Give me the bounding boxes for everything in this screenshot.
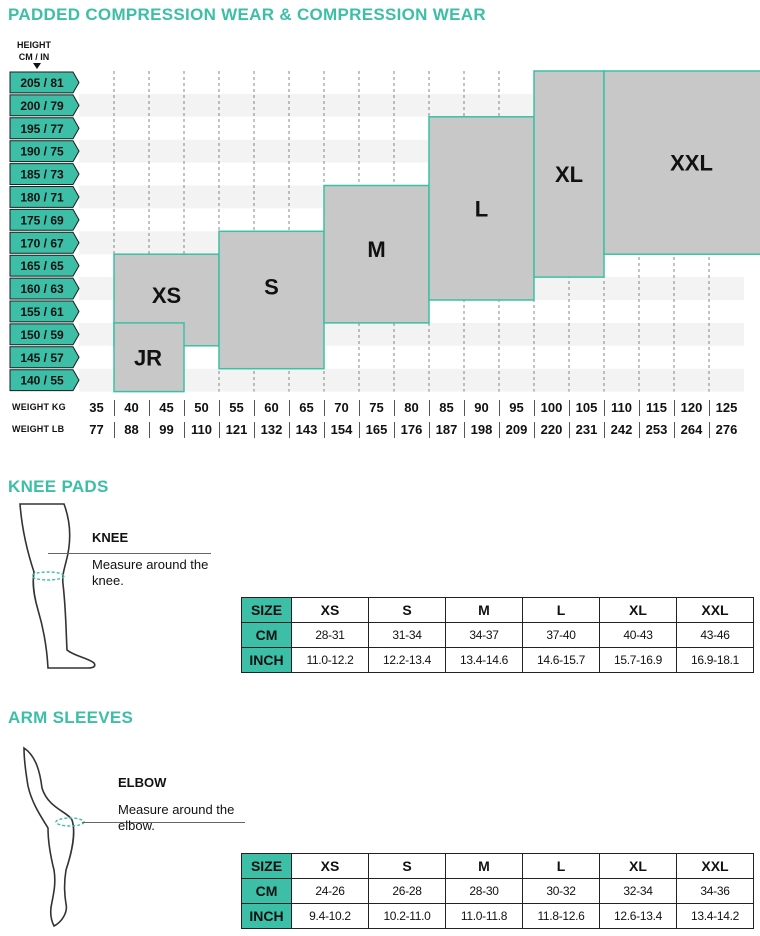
knee-cell: 12.2-13.4 xyxy=(369,648,446,673)
arm-size-col-xxl: XXL xyxy=(677,854,754,879)
knee-cell: 28-31 xyxy=(292,623,369,648)
size-label-s: S xyxy=(264,274,279,300)
knee-cell: 16.9-18.1 xyxy=(677,648,754,673)
weight-separator xyxy=(604,400,605,416)
size-label-xs: XS xyxy=(151,283,182,308)
table-row xyxy=(242,879,754,904)
weight-separator xyxy=(709,422,710,438)
weight-separator xyxy=(569,400,570,416)
weight-lb-value: 231 xyxy=(575,422,598,437)
weight-separator xyxy=(534,422,535,438)
size-label-m: M xyxy=(367,237,386,263)
weight-separator xyxy=(149,422,150,438)
knee-cell: 14.6-15.7 xyxy=(523,648,600,673)
weight-separator xyxy=(604,422,605,438)
weight-kg-value: 65 xyxy=(299,400,314,415)
weight-separator xyxy=(639,422,640,438)
weight-separator xyxy=(359,400,360,416)
knee-measure-label xyxy=(92,530,128,545)
weight-lb-value: 253 xyxy=(645,422,668,437)
weight-lb-value: 132 xyxy=(260,422,283,437)
weight-separator xyxy=(289,400,290,416)
knee-size-header: SIZE xyxy=(242,598,292,623)
knee-cell: 31-34 xyxy=(369,623,446,648)
knee-size-col-l: L xyxy=(523,598,600,623)
height-label: 165 / 65 xyxy=(20,259,64,274)
arm-cell: 10.2-11.0 xyxy=(369,904,446,929)
elbow-measure-label xyxy=(118,775,166,790)
arm-size-col-xs: XS xyxy=(292,854,369,879)
weight-separator xyxy=(254,400,255,416)
elbow-label-title: ELBOW xyxy=(118,775,167,790)
weight-separator xyxy=(324,422,325,438)
weight-separator xyxy=(709,400,710,416)
size-label-l: L xyxy=(474,196,489,222)
arm-cell: 9.4-10.2 xyxy=(292,904,369,929)
weight-kg-value: 60 xyxy=(264,400,279,415)
elbow-label-desc: Measure around the elbow. xyxy=(118,802,235,833)
arm-outline-icon xyxy=(20,742,100,932)
knee-cell: 13.4-14.6 xyxy=(446,648,523,673)
weight-lb-value: 99 xyxy=(159,422,174,437)
arm-size-header: SIZE xyxy=(242,854,292,879)
arm-cell: 11.0-11.8 xyxy=(446,904,523,929)
height-label: 155 / 61 xyxy=(20,304,64,319)
weight-separator xyxy=(499,422,500,438)
arm-cell: 34-36 xyxy=(677,879,754,904)
knee-label-desc: Measure around the knee. xyxy=(92,557,209,588)
weight-separator xyxy=(464,400,465,416)
weight-kg-value: 55 xyxy=(229,400,244,415)
weight-separator xyxy=(464,422,465,438)
knee-cell: 34-37 xyxy=(446,623,523,648)
knee-size-col-s: S xyxy=(369,598,446,623)
knee-size-col-m: M xyxy=(446,598,523,623)
weight-kg-value: 115 xyxy=(646,400,667,415)
weight-lb-value: 77 xyxy=(89,422,104,437)
weight-separator xyxy=(429,422,430,438)
knee-row-label: CM xyxy=(242,623,292,648)
weight-separator xyxy=(534,400,535,416)
knee-cell: 40-43 xyxy=(600,623,677,648)
height-label: 205 / 81 xyxy=(20,75,64,90)
weight-separator xyxy=(324,400,325,416)
weight-kg-value: 100 xyxy=(540,400,563,415)
weight-lb-value: 121 xyxy=(225,422,248,437)
size-label-jr: JR xyxy=(133,345,163,371)
weight-kg-value: 85 xyxy=(439,400,454,415)
weight-separator xyxy=(254,422,255,438)
weight-separator xyxy=(184,400,185,416)
weight-separator xyxy=(149,400,150,416)
weight-kg-value: 40 xyxy=(124,400,139,415)
weight-separator xyxy=(114,400,115,416)
weight-kg-value: 110 xyxy=(611,400,632,415)
weight-separator xyxy=(219,400,220,416)
height-label: 190 / 75 xyxy=(20,144,64,159)
height-label: 160 / 63 xyxy=(20,282,64,297)
size-box-s xyxy=(219,231,324,368)
weight-lb-value: 220 xyxy=(540,422,563,437)
weight-lb-row xyxy=(0,420,760,440)
weight-kg-value: 70 xyxy=(334,400,349,415)
size-label-xxl: XXL xyxy=(670,150,713,176)
height-axis-header-line1: HEIGHT xyxy=(16,40,51,50)
knee-size-col-xxl: XXL xyxy=(677,598,754,623)
knee-cell: 43-46 xyxy=(677,623,754,648)
weight-lb-value: 143 xyxy=(295,422,318,437)
height-label: 140 / 55 xyxy=(20,373,64,388)
weight-separator xyxy=(674,400,675,416)
table-row xyxy=(242,904,754,929)
table-row xyxy=(242,648,754,673)
weight-separator xyxy=(114,422,115,438)
weight-lb-value: 187 xyxy=(435,422,458,437)
arm-size-col-s: S xyxy=(369,854,446,879)
height-label: 145 / 57 xyxy=(20,350,64,365)
knee-label-title: KNEE xyxy=(92,530,129,545)
weight-separator xyxy=(674,422,675,438)
weight-separator xyxy=(394,422,395,438)
knee-size-col-xl: XL xyxy=(600,598,677,623)
arm-row-label: CM xyxy=(242,879,292,904)
arm-size-col-xl: XL xyxy=(600,854,677,879)
weight-lb-value: 110 xyxy=(191,422,212,437)
arm-cell: 13.4-14.2 xyxy=(677,904,754,929)
weight-lb-value: 154 xyxy=(330,422,353,437)
weight-kg-value: 90 xyxy=(474,400,489,415)
weight-separator xyxy=(394,400,395,416)
weight-lb-value: 88 xyxy=(124,422,139,437)
weight-separator xyxy=(429,400,430,416)
knee-section-title: KNEE PADS xyxy=(8,477,109,496)
arm-cell: 24-26 xyxy=(292,879,369,904)
arm-size-col-m: M xyxy=(446,854,523,879)
arm-cell: 11.8-12.6 xyxy=(523,904,600,929)
height-label: 195 / 77 xyxy=(20,121,64,136)
knee-header-row xyxy=(242,598,754,623)
weight-kg-value: 45 xyxy=(159,400,174,415)
knee-cell: 37-40 xyxy=(523,623,600,648)
weight-kg-value: 120 xyxy=(680,400,703,415)
arm-cell: 26-28 xyxy=(369,879,446,904)
height-label: 175 / 69 xyxy=(20,213,64,228)
arm-cell: 12.6-13.4 xyxy=(600,904,677,929)
table-row xyxy=(242,623,754,648)
arm-size-table xyxy=(241,853,754,929)
weight-kg-value: 50 xyxy=(194,400,209,415)
weight-separator xyxy=(639,400,640,416)
knee-size-table xyxy=(241,597,754,673)
height-label: 180 / 71 xyxy=(20,190,64,205)
knee-row-label: INCH xyxy=(242,648,292,673)
arm-size-col-l: L xyxy=(523,854,600,879)
weight-lb-value: 209 xyxy=(505,422,528,437)
weight-separator xyxy=(569,422,570,438)
weight-kg-value: 35 xyxy=(89,400,104,415)
knee-pointer-line xyxy=(48,553,211,554)
weight-lb-label: WEIGHT LB xyxy=(12,424,65,434)
weight-separator xyxy=(219,422,220,438)
height-label: 185 / 73 xyxy=(20,167,64,182)
knee-cell: 15.7-16.9 xyxy=(600,648,677,673)
elbow-measure-desc xyxy=(118,802,243,834)
weight-lb-value: 198 xyxy=(470,422,493,437)
arm-cell: 32-34 xyxy=(600,879,677,904)
arm-cell: 30-32 xyxy=(523,879,600,904)
arm-section-title: ARM SLEEVES xyxy=(8,708,134,727)
weight-lb-value: 264 xyxy=(680,422,703,437)
compression-section-title: PADDED COMPRESSION WEAR & COMPRESSION WEAR xyxy=(8,5,486,24)
weight-separator xyxy=(499,400,500,416)
weight-kg-label: WEIGHT KG xyxy=(12,402,66,412)
height-label: 200 / 79 xyxy=(20,98,64,113)
weight-lb-value: 165 xyxy=(365,422,388,437)
arm-header-row xyxy=(242,854,754,879)
height-axis-header-line2: CM / IN xyxy=(18,52,50,62)
weight-kg-value: 105 xyxy=(575,400,598,415)
knee-measure-desc xyxy=(92,557,217,589)
knee-size-col-xs: XS xyxy=(292,598,369,623)
weight-lb-value: 242 xyxy=(610,422,633,437)
weight-lb-value: 176 xyxy=(400,422,423,437)
weight-kg-row xyxy=(0,398,760,418)
weight-kg-value: 95 xyxy=(509,400,524,415)
weight-kg-value: 80 xyxy=(404,400,419,415)
weight-separator xyxy=(359,422,360,438)
arm-cell: 28-30 xyxy=(446,879,523,904)
weight-kg-value: 125 xyxy=(715,400,738,415)
leg-outline-icon xyxy=(14,500,104,672)
weight-lb-value: 276 xyxy=(715,422,738,437)
weight-separator xyxy=(184,422,185,438)
weight-separator xyxy=(289,422,290,438)
arm-row-label: INCH xyxy=(242,904,292,929)
size-chart xyxy=(0,0,760,400)
height-label: 150 / 59 xyxy=(20,327,64,342)
height-label: 170 / 67 xyxy=(20,236,64,251)
knee-cell: 11.0-12.2 xyxy=(292,648,369,673)
size-label-xl: XL xyxy=(554,162,584,188)
weight-kg-value: 75 xyxy=(369,400,384,415)
